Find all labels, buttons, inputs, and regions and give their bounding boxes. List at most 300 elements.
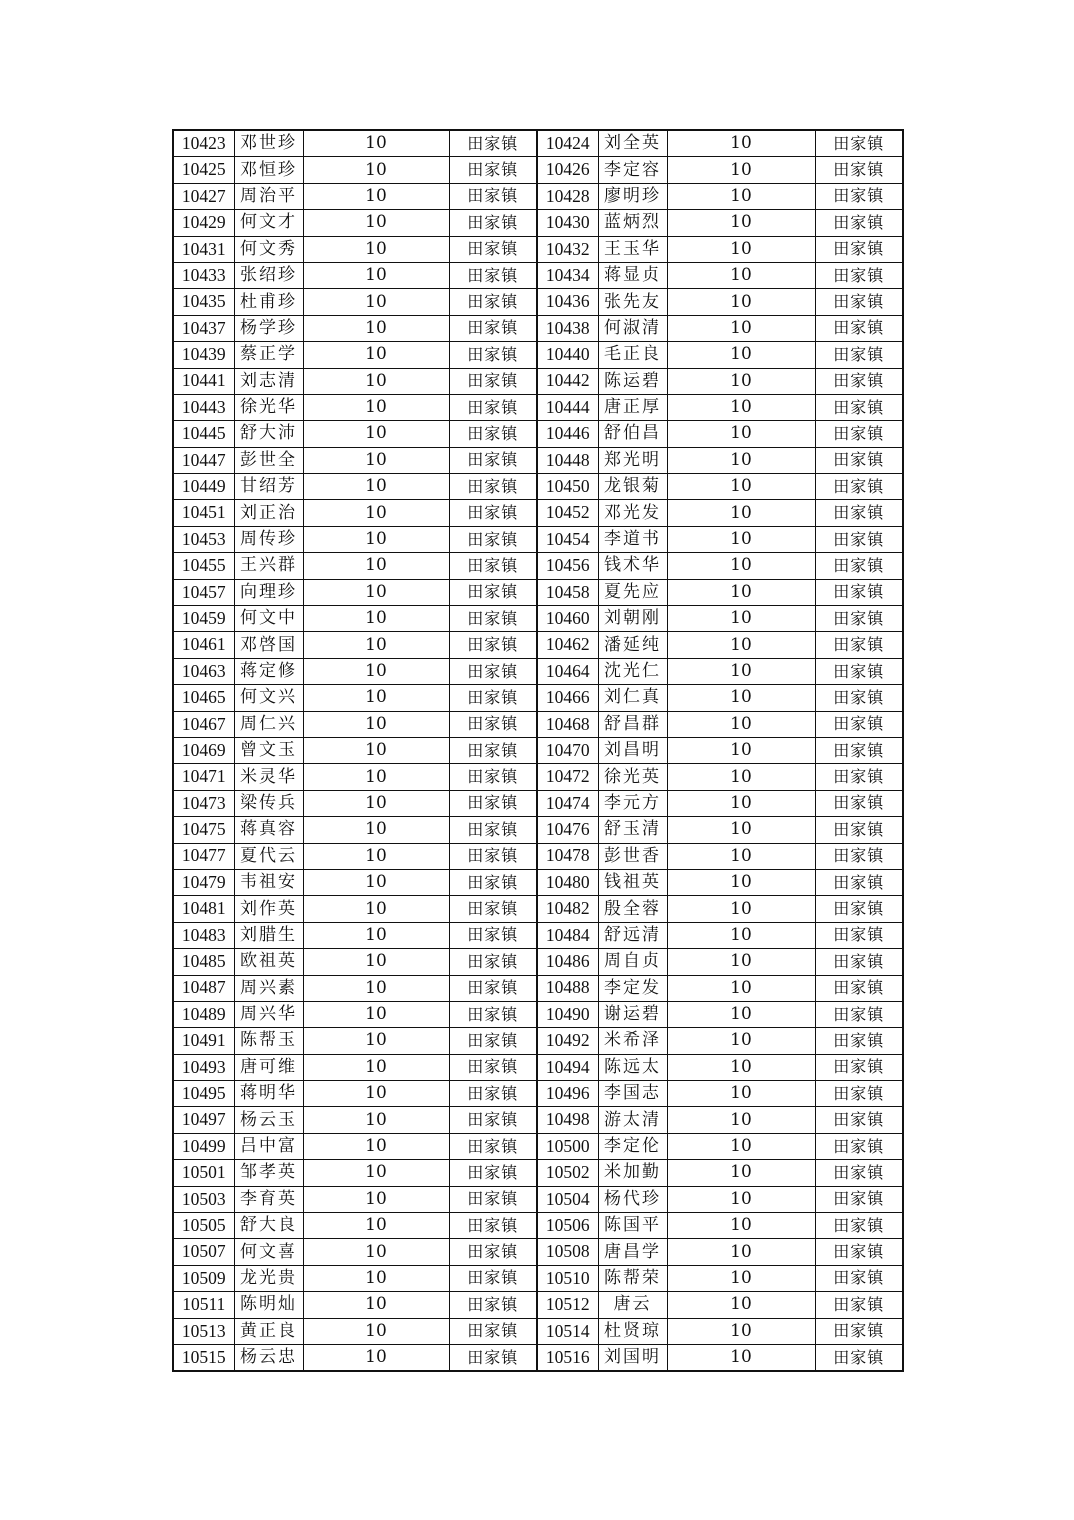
town-cell: 田家镇 (815, 526, 903, 552)
record-id-cell: 10495 (173, 1081, 234, 1107)
amount-cell: 10 (667, 579, 815, 605)
record-id-cell: 10462 (537, 632, 598, 658)
town-cell: 田家镇 (815, 421, 903, 447)
town-cell: 田家镇 (449, 896, 537, 922)
town-cell: 田家镇 (815, 474, 903, 500)
record-id-cell: 10472 (537, 764, 598, 790)
person-name-cell: 蒋明华 (234, 1081, 303, 1107)
amount-cell: 10 (667, 1213, 815, 1239)
record-id-cell: 10469 (173, 737, 234, 763)
town-cell: 田家镇 (815, 817, 903, 843)
town-cell: 田家镇 (449, 632, 537, 658)
town-cell: 田家镇 (815, 658, 903, 684)
amount-cell: 10 (667, 236, 815, 262)
person-name-cell: 何淑清 (598, 315, 667, 341)
person-name-cell: 周自贞 (598, 949, 667, 975)
town-cell: 田家镇 (815, 922, 903, 948)
table-row (173, 130, 903, 157)
town-cell: 田家镇 (449, 157, 537, 183)
amount-cell: 10 (667, 1160, 815, 1186)
town-cell: 田家镇 (815, 1081, 903, 1107)
person-name-cell: 蒋显贞 (598, 262, 667, 288)
record-id-cell: 10514 (537, 1318, 598, 1344)
table-row (173, 1054, 903, 1080)
amount-cell: 10 (303, 1239, 449, 1265)
record-id-cell: 10438 (537, 315, 598, 341)
person-name-cell: 韦祖安 (234, 869, 303, 895)
town-cell: 田家镇 (815, 1001, 903, 1027)
record-id-cell: 10465 (173, 685, 234, 711)
person-name-cell: 向理珍 (234, 579, 303, 605)
town-cell: 田家镇 (449, 474, 537, 500)
person-name-cell: 刘作英 (234, 896, 303, 922)
record-id-cell: 10491 (173, 1028, 234, 1054)
person-name-cell: 梁传兵 (234, 790, 303, 816)
record-id-cell: 10497 (173, 1107, 234, 1133)
table-row (173, 210, 903, 236)
record-id-cell: 10448 (537, 447, 598, 473)
town-cell: 田家镇 (449, 1292, 537, 1318)
town-cell: 田家镇 (449, 447, 537, 473)
amount-cell: 10 (303, 447, 449, 473)
record-id-cell: 10516 (537, 1344, 598, 1371)
person-name-cell: 周治平 (234, 183, 303, 209)
town-cell: 田家镇 (815, 1133, 903, 1159)
person-name-cell: 陈运碧 (598, 368, 667, 394)
town-cell: 田家镇 (815, 737, 903, 763)
record-id-cell: 10470 (537, 737, 598, 763)
record-id-cell: 10456 (537, 553, 598, 579)
person-name-cell: 蒋真容 (234, 817, 303, 843)
amount-cell: 10 (303, 1133, 449, 1159)
town-cell: 田家镇 (449, 368, 537, 394)
record-id-cell: 10471 (173, 764, 234, 790)
amount-cell: 10 (667, 157, 815, 183)
table-row (173, 1081, 903, 1107)
town-cell: 田家镇 (449, 843, 537, 869)
table-row (173, 394, 903, 420)
amount-cell: 10 (667, 474, 815, 500)
person-name-cell: 王兴群 (234, 553, 303, 579)
amount-cell: 10 (303, 790, 449, 816)
record-id-cell: 10492 (537, 1028, 598, 1054)
person-name-cell: 刘仁真 (598, 685, 667, 711)
town-cell: 田家镇 (449, 1213, 537, 1239)
town-cell: 田家镇 (449, 130, 537, 157)
record-id-cell: 10507 (173, 1239, 234, 1265)
table-row (173, 632, 903, 658)
record-id-cell: 10493 (173, 1054, 234, 1080)
town-cell: 田家镇 (449, 1133, 537, 1159)
person-name-cell: 杜甫珍 (234, 289, 303, 315)
person-name-cell: 陈远太 (598, 1054, 667, 1080)
record-id-cell: 10432 (537, 236, 598, 262)
table-row (173, 1186, 903, 1212)
person-name-cell: 何文秀 (234, 236, 303, 262)
record-id-cell: 10483 (173, 922, 234, 948)
record-id-cell: 10502 (537, 1160, 598, 1186)
record-id-cell: 10441 (173, 368, 234, 394)
person-name-cell: 徐光英 (598, 764, 667, 790)
town-cell: 田家镇 (449, 817, 537, 843)
town-cell: 田家镇 (815, 1213, 903, 1239)
town-cell: 田家镇 (449, 1318, 537, 1344)
town-cell: 田家镇 (815, 1028, 903, 1054)
table-row (173, 843, 903, 869)
town-cell: 田家镇 (815, 632, 903, 658)
table-row (173, 1001, 903, 1027)
person-name-cell: 米灵华 (234, 764, 303, 790)
table-row (173, 526, 903, 552)
table-row (173, 711, 903, 737)
person-name-cell: 龙银菊 (598, 474, 667, 500)
amount-cell: 10 (303, 1081, 449, 1107)
table-row (173, 1318, 903, 1344)
amount-cell: 10 (303, 1054, 449, 1080)
amount-cell: 10 (303, 922, 449, 948)
town-cell: 田家镇 (815, 975, 903, 1001)
record-id-cell: 10449 (173, 474, 234, 500)
person-name-cell: 王玉华 (598, 236, 667, 262)
town-cell: 田家镇 (815, 764, 903, 790)
record-id-cell: 10486 (537, 949, 598, 975)
person-name-cell: 张先友 (598, 289, 667, 315)
town-cell: 田家镇 (449, 394, 537, 420)
record-id-cell: 10473 (173, 790, 234, 816)
record-id-cell: 10430 (537, 210, 598, 236)
record-id-cell: 10445 (173, 421, 234, 447)
town-cell: 田家镇 (449, 1081, 537, 1107)
table-row (173, 368, 903, 394)
amount-cell: 10 (303, 289, 449, 315)
roster-table (172, 129, 904, 1372)
record-id-cell: 10489 (173, 1001, 234, 1027)
person-name-cell: 蔡正学 (234, 342, 303, 368)
record-id-cell: 10484 (537, 922, 598, 948)
town-cell: 田家镇 (449, 1186, 537, 1212)
town-cell: 田家镇 (449, 1001, 537, 1027)
amount-cell: 10 (303, 1265, 449, 1291)
amount-cell: 10 (303, 737, 449, 763)
town-cell: 田家镇 (449, 421, 537, 447)
record-id-cell: 10509 (173, 1265, 234, 1291)
person-name-cell: 欧祖英 (234, 949, 303, 975)
amount-cell: 10 (667, 606, 815, 632)
record-id-cell: 10424 (537, 130, 598, 157)
town-cell: 田家镇 (815, 843, 903, 869)
table-row (173, 342, 903, 368)
town-cell: 田家镇 (449, 1054, 537, 1080)
amount-cell: 10 (303, 1186, 449, 1212)
amount-cell: 10 (667, 790, 815, 816)
person-name-cell: 邓世珍 (234, 130, 303, 157)
record-id-cell: 10466 (537, 685, 598, 711)
person-name-cell: 邓光发 (598, 500, 667, 526)
town-cell: 田家镇 (815, 949, 903, 975)
town-cell: 田家镇 (815, 157, 903, 183)
amount-cell: 10 (667, 1081, 815, 1107)
amount-cell: 10 (667, 394, 815, 420)
town-cell: 田家镇 (449, 658, 537, 684)
record-id-cell: 10435 (173, 289, 234, 315)
table-row (173, 474, 903, 500)
record-id-cell: 10500 (537, 1133, 598, 1159)
town-cell: 田家镇 (815, 869, 903, 895)
table-row (173, 737, 903, 763)
record-id-cell: 10437 (173, 315, 234, 341)
town-cell: 田家镇 (449, 579, 537, 605)
amount-cell: 10 (667, 632, 815, 658)
amount-cell: 10 (303, 526, 449, 552)
table-row (173, 1265, 903, 1291)
table-row (173, 1239, 903, 1265)
table-row (173, 949, 903, 975)
amount-cell: 10 (667, 1133, 815, 1159)
amount-cell: 10 (667, 1318, 815, 1344)
person-name-cell: 游太清 (598, 1107, 667, 1133)
town-cell: 田家镇 (449, 1107, 537, 1133)
amount-cell: 10 (667, 1001, 815, 1027)
amount-cell: 10 (303, 949, 449, 975)
town-cell: 田家镇 (815, 1239, 903, 1265)
town-cell: 田家镇 (449, 737, 537, 763)
person-name-cell: 杨云玉 (234, 1107, 303, 1133)
town-cell: 田家镇 (815, 579, 903, 605)
town-cell: 田家镇 (815, 1292, 903, 1318)
amount-cell: 10 (303, 843, 449, 869)
person-name-cell: 夏先应 (598, 579, 667, 605)
table-row (173, 157, 903, 183)
table-row (173, 1133, 903, 1159)
town-cell: 田家镇 (449, 685, 537, 711)
amount-cell: 10 (667, 658, 815, 684)
person-name-cell: 杜贤琼 (598, 1318, 667, 1344)
amount-cell: 10 (667, 130, 815, 157)
amount-cell: 10 (667, 949, 815, 975)
town-cell: 田家镇 (449, 1239, 537, 1265)
town-cell: 田家镇 (449, 1265, 537, 1291)
person-name-cell: 沈光仁 (598, 658, 667, 684)
town-cell: 田家镇 (449, 342, 537, 368)
record-id-cell: 10425 (173, 157, 234, 183)
town-cell: 田家镇 (449, 210, 537, 236)
amount-cell: 10 (303, 553, 449, 579)
town-cell: 田家镇 (815, 711, 903, 737)
amount-cell: 10 (303, 130, 449, 157)
person-name-cell: 唐正厚 (598, 394, 667, 420)
record-id-cell: 10431 (173, 236, 234, 262)
person-name-cell: 周传珍 (234, 526, 303, 552)
table-row (173, 685, 903, 711)
record-id-cell: 10501 (173, 1160, 234, 1186)
person-name-cell: 李元方 (598, 790, 667, 816)
record-id-cell: 10474 (537, 790, 598, 816)
record-id-cell: 10427 (173, 183, 234, 209)
person-name-cell: 唐云 (598, 1292, 667, 1318)
record-id-cell: 10453 (173, 526, 234, 552)
person-name-cell: 邓啓国 (234, 632, 303, 658)
amount-cell: 10 (303, 606, 449, 632)
record-id-cell: 10463 (173, 658, 234, 684)
person-name-cell: 杨代珍 (598, 1186, 667, 1212)
amount-cell: 10 (303, 1318, 449, 1344)
person-name-cell: 刘朝刚 (598, 606, 667, 632)
amount-cell: 10 (667, 553, 815, 579)
amount-cell: 10 (303, 474, 449, 500)
record-id-cell: 10482 (537, 896, 598, 922)
town-cell: 田家镇 (815, 236, 903, 262)
record-id-cell: 10436 (537, 289, 598, 315)
person-name-cell: 陈帮荣 (598, 1265, 667, 1291)
person-name-cell: 唐昌学 (598, 1239, 667, 1265)
record-id-cell: 10446 (537, 421, 598, 447)
record-id-cell: 10510 (537, 1265, 598, 1291)
town-cell: 田家镇 (449, 1344, 537, 1371)
person-name-cell: 舒大良 (234, 1213, 303, 1239)
table-row (173, 262, 903, 288)
person-name-cell: 米加勤 (598, 1160, 667, 1186)
record-id-cell: 10429 (173, 210, 234, 236)
person-name-cell: 舒远清 (598, 922, 667, 948)
town-cell: 田家镇 (815, 1160, 903, 1186)
record-id-cell: 10504 (537, 1186, 598, 1212)
town-cell: 田家镇 (815, 130, 903, 157)
amount-cell: 10 (303, 975, 449, 1001)
amount-cell: 10 (667, 315, 815, 341)
town-cell: 田家镇 (449, 790, 537, 816)
town-cell: 田家镇 (449, 764, 537, 790)
town-cell: 田家镇 (449, 1028, 537, 1054)
record-id-cell: 10450 (537, 474, 598, 500)
town-cell: 田家镇 (449, 183, 537, 209)
record-id-cell: 10505 (173, 1213, 234, 1239)
town-cell: 田家镇 (449, 289, 537, 315)
town-cell: 田家镇 (815, 1344, 903, 1371)
person-name-cell: 龙光贵 (234, 1265, 303, 1291)
person-name-cell: 李育英 (234, 1186, 303, 1212)
person-name-cell: 舒伯昌 (598, 421, 667, 447)
town-cell: 田家镇 (815, 368, 903, 394)
record-id-cell: 10506 (537, 1213, 598, 1239)
town-cell: 田家镇 (449, 922, 537, 948)
amount-cell: 10 (667, 843, 815, 869)
roster-body (173, 130, 903, 1371)
record-id-cell: 10460 (537, 606, 598, 632)
amount-cell: 10 (667, 500, 815, 526)
town-cell: 田家镇 (815, 1054, 903, 1080)
amount-cell: 10 (303, 368, 449, 394)
town-cell: 田家镇 (815, 1186, 903, 1212)
amount-cell: 10 (667, 975, 815, 1001)
table-row (173, 289, 903, 315)
person-name-cell: 刘国明 (598, 1344, 667, 1371)
amount-cell: 10 (303, 896, 449, 922)
amount-cell: 10 (667, 1186, 815, 1212)
person-name-cell: 彭世全 (234, 447, 303, 473)
town-cell: 田家镇 (815, 790, 903, 816)
person-name-cell: 杨学珍 (234, 315, 303, 341)
town-cell: 田家镇 (815, 342, 903, 368)
table-row (173, 1344, 903, 1371)
person-name-cell: 殷全蓉 (598, 896, 667, 922)
table-row (173, 1213, 903, 1239)
town-cell: 田家镇 (815, 289, 903, 315)
person-name-cell: 夏代云 (234, 843, 303, 869)
person-name-cell: 邓恒珍 (234, 157, 303, 183)
town-cell: 田家镇 (815, 685, 903, 711)
table-row (173, 500, 903, 526)
town-cell: 田家镇 (815, 394, 903, 420)
person-name-cell: 舒大沛 (234, 421, 303, 447)
town-cell: 田家镇 (815, 1107, 903, 1133)
person-name-cell: 陈明灿 (234, 1292, 303, 1318)
record-id-cell: 10478 (537, 843, 598, 869)
amount-cell: 10 (667, 342, 815, 368)
amount-cell: 10 (303, 1292, 449, 1318)
amount-cell: 10 (667, 447, 815, 473)
town-cell: 田家镇 (449, 711, 537, 737)
record-id-cell: 10513 (173, 1318, 234, 1344)
record-id-cell: 10464 (537, 658, 598, 684)
record-id-cell: 10442 (537, 368, 598, 394)
person-name-cell: 刘腊生 (234, 922, 303, 948)
record-id-cell: 10496 (537, 1081, 598, 1107)
amount-cell: 10 (303, 183, 449, 209)
person-name-cell: 何文兴 (234, 685, 303, 711)
record-id-cell: 10423 (173, 130, 234, 157)
person-name-cell: 米希泽 (598, 1028, 667, 1054)
town-cell: 田家镇 (449, 315, 537, 341)
person-name-cell: 李国志 (598, 1081, 667, 1107)
record-id-cell: 10434 (537, 262, 598, 288)
table-row (173, 1028, 903, 1054)
town-cell: 田家镇 (815, 315, 903, 341)
person-name-cell: 周兴华 (234, 1001, 303, 1027)
record-id-cell: 10455 (173, 553, 234, 579)
amount-cell: 10 (667, 526, 815, 552)
person-name-cell: 郑光明 (598, 447, 667, 473)
town-cell: 田家镇 (815, 210, 903, 236)
town-cell: 田家镇 (449, 262, 537, 288)
record-id-cell: 10488 (537, 975, 598, 1001)
record-id-cell: 10485 (173, 949, 234, 975)
amount-cell: 10 (303, 1028, 449, 1054)
town-cell: 田家镇 (815, 606, 903, 632)
town-cell: 田家镇 (449, 975, 537, 1001)
town-cell: 田家镇 (815, 500, 903, 526)
person-name-cell: 李定伦 (598, 1133, 667, 1159)
record-id-cell: 10476 (537, 817, 598, 843)
person-name-cell: 曾文玉 (234, 737, 303, 763)
amount-cell: 10 (667, 183, 815, 209)
table-row (173, 579, 903, 605)
person-name-cell: 谢运碧 (598, 1001, 667, 1027)
table-row (173, 183, 903, 209)
record-id-cell: 10511 (173, 1292, 234, 1318)
table-row (173, 922, 903, 948)
town-cell: 田家镇 (815, 1265, 903, 1291)
town-cell: 田家镇 (449, 526, 537, 552)
record-id-cell: 10498 (537, 1107, 598, 1133)
record-id-cell: 10439 (173, 342, 234, 368)
person-name-cell: 陈帮玉 (234, 1028, 303, 1054)
amount-cell: 10 (667, 368, 815, 394)
person-name-cell: 刘志清 (234, 368, 303, 394)
amount-cell: 10 (303, 579, 449, 605)
person-name-cell: 黄正良 (234, 1318, 303, 1344)
person-name-cell: 甘绍芳 (234, 474, 303, 500)
person-name-cell: 徐光华 (234, 394, 303, 420)
